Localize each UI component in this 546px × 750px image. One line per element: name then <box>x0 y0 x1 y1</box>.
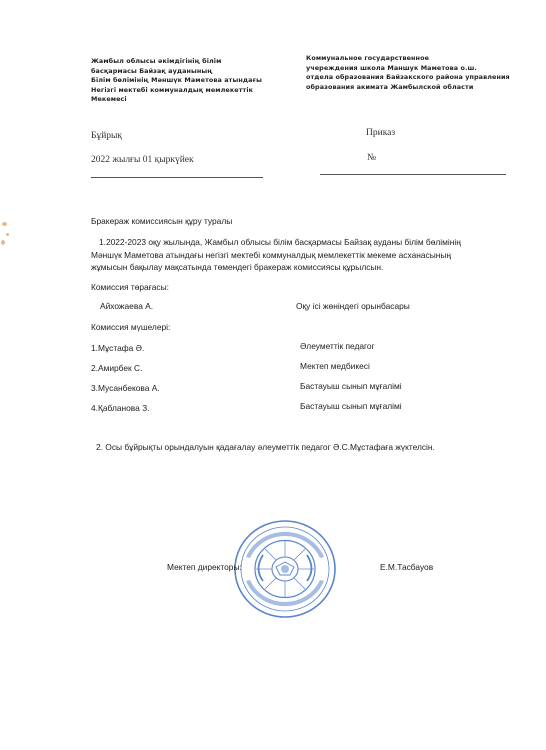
chair-role: Оқу ісі жөніндегі орынбасары <box>296 301 410 311</box>
header-left-line: Жамбыл облысы әкімдігінің білім <box>91 57 222 65</box>
official-seal <box>232 517 338 621</box>
member-role: Әлеуметтік педагог <box>300 341 375 351</box>
header-right-line: Коммунальное государственное <box>306 54 429 62</box>
member-role: Бастауыш сынып мұғалімі <box>300 401 402 411</box>
paragraph-2: 2. Осы бұйрықты орындалуын қадағалау әлеуметтік педагог Ә.С.Мұстафаға жүктелсін. <box>96 442 435 452</box>
paragraph-1: 1.2022-2023 оқу жылында, Жамбыл облысы білім басқармасы Байзақ ауданы білім бөлімінің Мәншүк Маметова атындағы негізгі мектебі коммуналдық мемлекеттік мекеме асханасының жұмысын бақылау мақсатында төмендегі бракераж комиссиясы құрылсын. <box>91 237 461 273</box>
chair-name: Айхожаева А. <box>100 301 154 311</box>
margin-stain <box>1 240 5 245</box>
date-underline <box>91 177 263 178</box>
director-title: Мектеп директоры: <box>167 562 242 572</box>
header-left-line: басқармасы Байзақ ауданының <box>91 66 213 75</box>
order-number: № <box>367 153 377 163</box>
member-name: 1.Мұстафа Ә. <box>91 343 145 353</box>
director-name: Е.М.Тасбауов <box>380 562 434 572</box>
member-name: 2.Амирбек С. <box>91 363 143 373</box>
order-title-kz: Бұйрық <box>91 131 123 141</box>
header-right-line: учереждения школа Маншук Маметова о.ш. <box>306 63 477 72</box>
order-subject: Бракераж комиссиясын құру туралы <box>91 216 233 226</box>
header-right-line: образования акимата Жамбылской области <box>306 82 474 91</box>
order-date: 2022 жылғы 01 қыркүйек <box>91 155 194 165</box>
header-left-line: Негізгі мектебі коммуналдық мемлекеттік <box>91 85 254 94</box>
header-right-line: отдела образования Байзакского района управления <box>306 73 510 82</box>
margin-stain <box>2 222 7 226</box>
order-title-ru: Приказ <box>366 128 396 138</box>
chair-label: Комиссия төрағасы: <box>91 282 169 292</box>
member-name: 3.Мусанбекова А. <box>91 383 160 393</box>
members-label: Комиссия мүшелері: <box>91 322 171 332</box>
member-role: Бастауыш сынып мұғалімі <box>300 381 402 391</box>
margin-stain <box>6 233 9 236</box>
member-name: 4.Қабланова З. <box>91 403 150 413</box>
header-right-ru <box>306 54 510 92</box>
header-left-line: Мекемесі <box>91 95 127 104</box>
number-underline <box>320 174 506 175</box>
header-left-line: Білім бөлімінің Мәншүк Маметова атындағы <box>91 76 262 85</box>
header-left-kz <box>91 57 262 105</box>
member-role: Мектеп медбикесі <box>300 361 370 371</box>
